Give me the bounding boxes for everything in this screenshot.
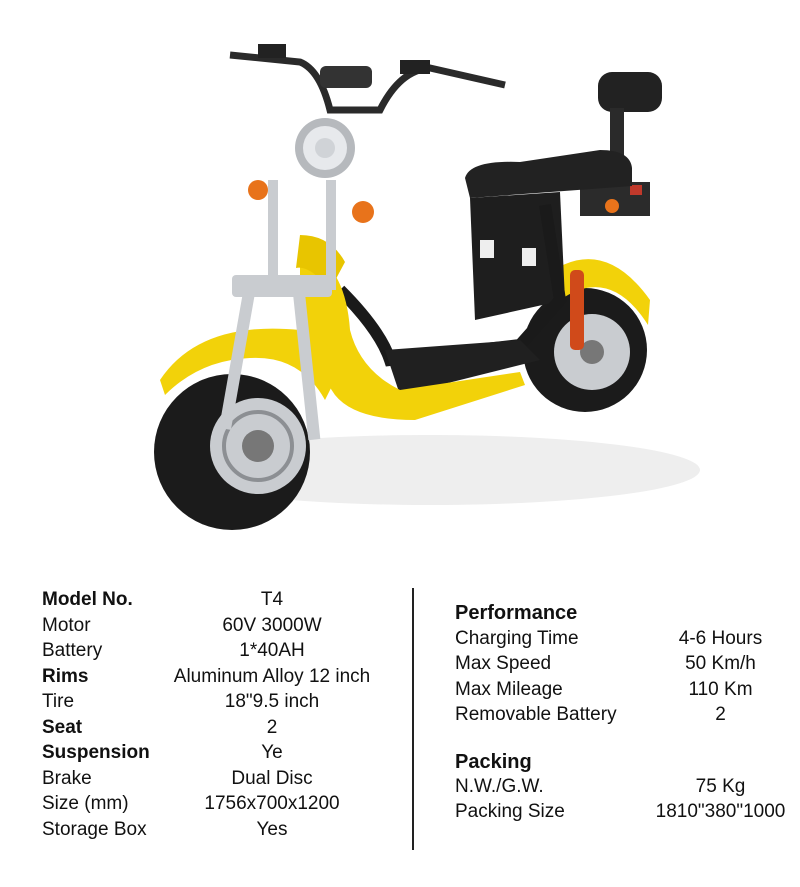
spec-label: Model No.	[42, 589, 133, 610]
spec-value: T4	[260, 589, 284, 610]
spec-label: N.W./G.W.	[455, 776, 544, 797]
spec-label: Brake	[42, 768, 92, 789]
spec-label: Storage Box	[42, 819, 147, 840]
spec-label: Charging Time	[455, 628, 579, 649]
spec-table-right	[455, 588, 785, 850]
spec-value: 2	[266, 717, 278, 738]
spec-value: 18"9.5 inch	[224, 691, 320, 712]
spec-label: Tire	[42, 691, 75, 712]
spec-label: Seat	[42, 717, 83, 738]
spec-label: Motor	[42, 615, 91, 636]
spec-label: Max Mileage	[455, 679, 563, 700]
rear-shock	[570, 270, 584, 350]
spec-value: Yes	[256, 819, 288, 840]
spec-value: 4-6 Hours	[678, 628, 763, 649]
spec-value: 1756x700x1200	[204, 793, 340, 814]
spec-label: Removable Battery	[455, 704, 617, 725]
backrest	[598, 72, 662, 112]
spec-value: Dual Disc	[231, 768, 313, 789]
spec-value: 60V 3000W	[222, 615, 322, 636]
spec-value: 50 Km/h	[685, 653, 756, 674]
spec-label: Size (mm)	[42, 793, 129, 814]
spec-label: Max Speed	[455, 653, 552, 674]
performance-heading: Performance	[455, 602, 578, 624]
spec-value: Aluminum Alloy 12 inch	[173, 666, 371, 687]
spec-table-left	[42, 588, 402, 850]
spec-value: Ye	[261, 742, 283, 763]
spec-label: Suspension	[42, 742, 150, 763]
packing-heading: Packing	[455, 751, 532, 773]
spec-label: Rims	[42, 666, 89, 687]
spec-value: 75 Kg	[695, 776, 746, 797]
spec-value: 110 Km	[688, 679, 753, 700]
spec-label: Packing Size	[455, 801, 565, 822]
rear-wheel	[523, 288, 647, 412]
spec-value: 1810"380"1000	[655, 801, 786, 822]
headlight	[295, 118, 355, 178]
spec-value: 2	[715, 704, 726, 725]
spec-label: Battery	[42, 640, 103, 661]
spec-value: 1*40AH	[239, 640, 305, 661]
column-divider	[412, 588, 414, 850]
